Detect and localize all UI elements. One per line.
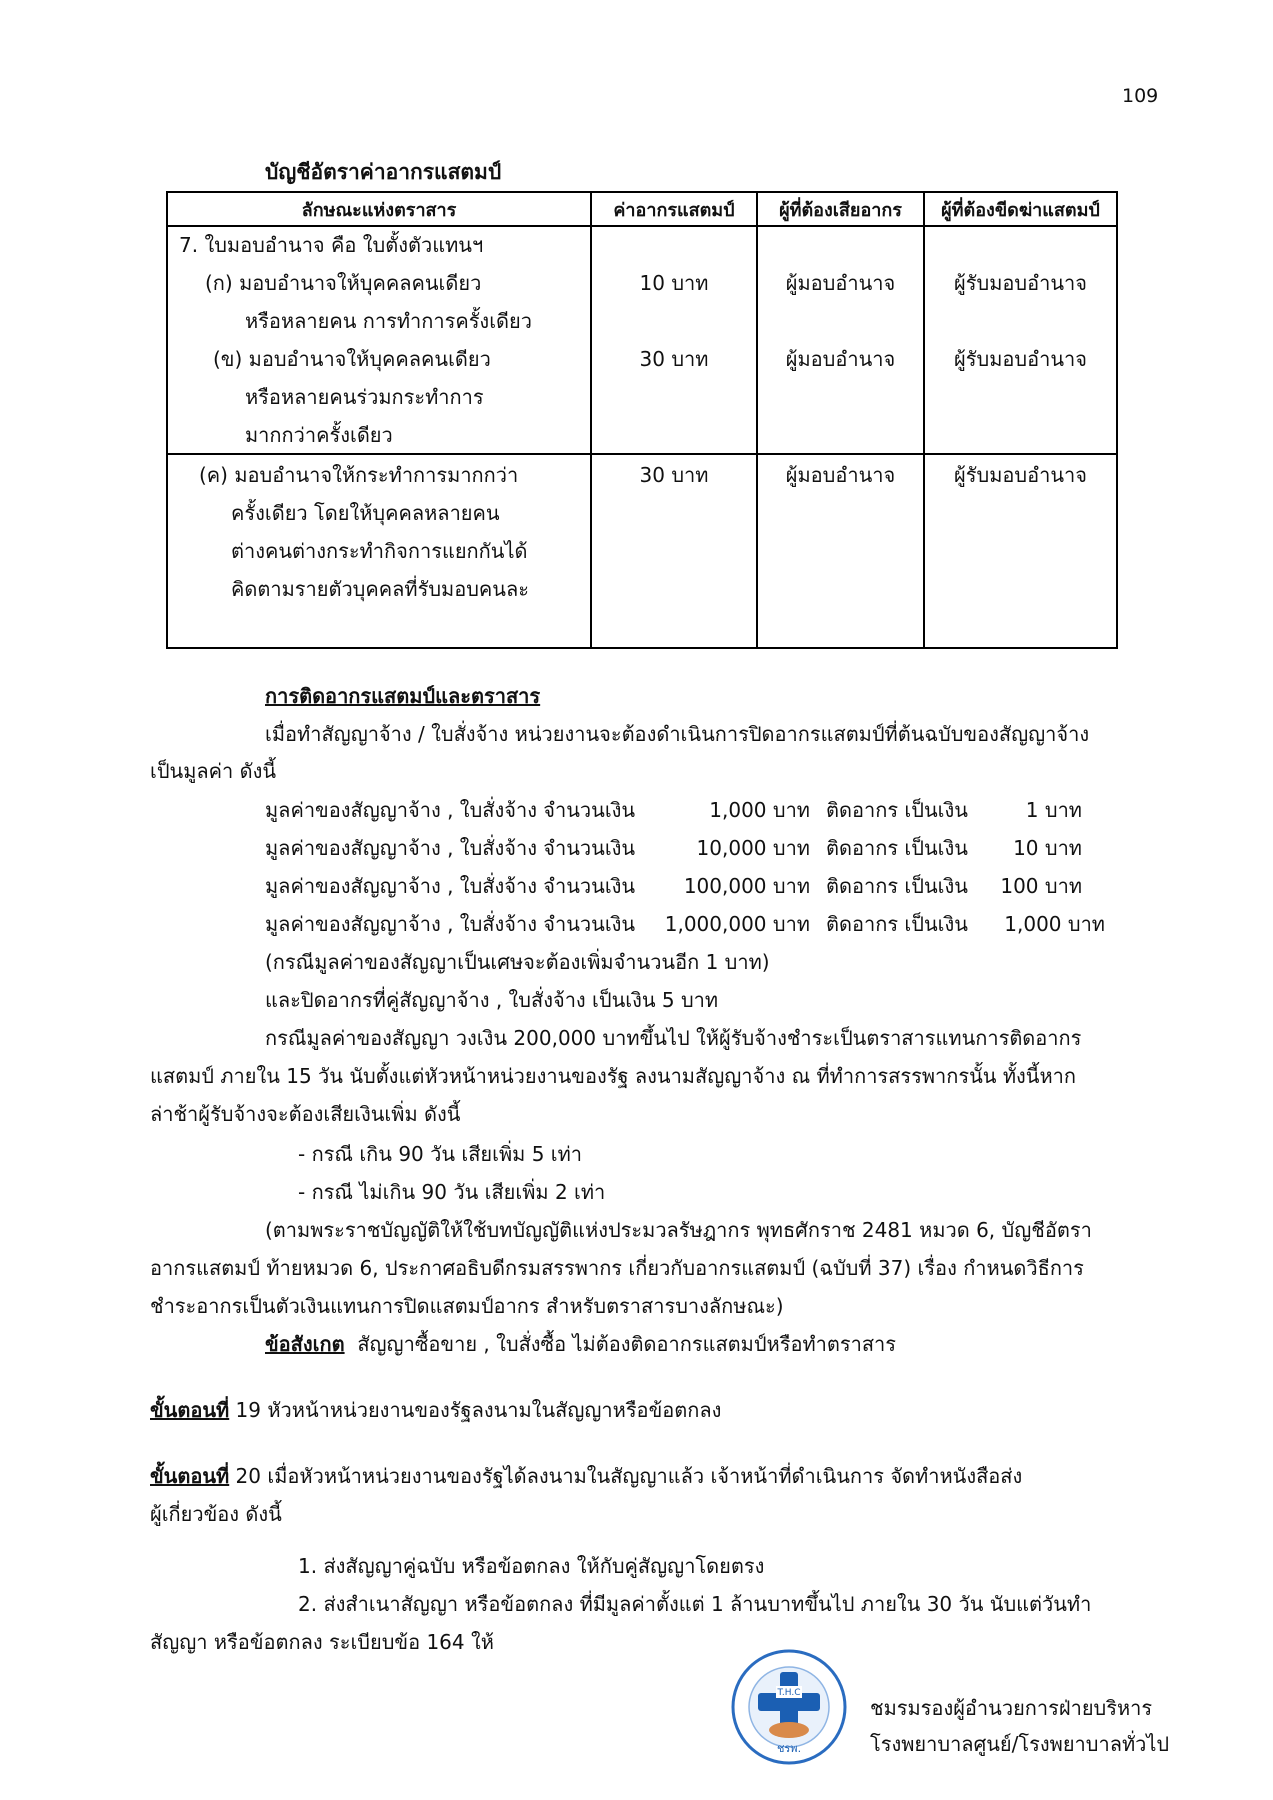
table-header-row (167, 192, 1117, 226)
step-20-line1: 20 เมื่อหัวหน้าหน่วยงานของรัฐได้ลงนามในสัญญาแล้ว เจ้าหน้าที่ดำเนินการ จัดทำหนังสือส่ง (229, 1464, 1023, 1488)
large-contract-line1: กรณีมูลค่าของสัญญา วงเงิน 200,000 บาทขึ้นไป ให้ผู้รับจ้างชำระเป็นตราสารแทนการติดอากร (265, 1026, 1082, 1050)
item-c-line4: คิดตามรายตัวบุคคลที่รับมอบคนละ (231, 577, 529, 601)
item-a-line2: หรือหลายคน การทำการครั้งเดียว (245, 309, 532, 333)
header-instrument: ลักษณะแห่งตราสาร (167, 192, 591, 226)
reference-line3: ชำระอากรเป็นตัวเงินแทนการปิดแสตมป์อากร สำหรับตราสารบางลักษณะ) (150, 1294, 784, 1318)
step-19-label: ขั้นตอนที่ (150, 1398, 230, 1422)
canceller-b: ผู้รับมอบอำนาจ (954, 347, 1087, 371)
instrument-cell (167, 226, 591, 454)
logo-badge: T.H.C (777, 1688, 801, 1698)
payer-a: ผู้มอบอำนาจ (785, 271, 896, 295)
table-title: บัญชีอัตราค่าอากรแสตมป์ (265, 160, 502, 184)
stamp-duty-table (166, 191, 1118, 649)
observation-label: ข้อสังเกต (265, 1332, 345, 1356)
item-c-line1: (ค) มอบอำนาจให้กระทำการมากกว่า (199, 463, 519, 487)
step-20-item2-line1: 2. ส่งสำเนาสัญญา หรือข้อตกลง ที่มีมูลค่าตั้งแต่ 1 ล้านบาทขึ้นไป ภายใน 30 วัน นับแต่วันทำ (298, 1592, 1092, 1616)
payer-c: ผู้มอบอำนาจ (785, 463, 896, 487)
footer-line2: โรงพยาบาลศูนย์/โรงพยาบาลทั่วไป (870, 1732, 1170, 1756)
step-19-text: 19 หัวหน้าหน่วยงานของรัฐลงนามในสัญญาหรือข้อตกลง (229, 1398, 722, 1422)
penalty-item: - กรณี ไม่เกิน 90 วัน เสียเพิ่ม 2 เท่า (298, 1180, 606, 1204)
payer-b: ผู้มอบอำนาจ (785, 347, 896, 371)
step-20-item2-line2: สัญญา หรือข้อตกลง ระเบียบข้อ 164 ให้ (150, 1630, 494, 1654)
intro-line1: เมื่อทำสัญญาจ้าง / ใบสั่งจ้าง หน่วยงานจะต้องดำเนินการปิดอากรแสตมป์ที่ต้นฉบับของสัญญาจ้าง (265, 722, 1090, 746)
fee-a: 10 บาท (639, 271, 709, 295)
rate-stamp: 100 บาท (1000, 874, 1082, 898)
canceller-cell (924, 226, 1117, 454)
header-canceller: ผู้ที่ต้องขีดฆ่าแสตมป์ (924, 192, 1117, 226)
fee-cell (591, 226, 757, 454)
fee-cell (591, 454, 757, 648)
step-19 (150, 1396, 721, 1424)
reference-line1: (ตามพระราชบัญญัติให้ใช้บทบัญญัติแห่งประมวลรัษฎากร พุทธศักราช 2481 หมวด 6, บัญชีอัตรา (265, 1218, 1092, 1242)
rate-stamp-label: ติดอากร เป็นเงิน (826, 836, 968, 860)
footer-line1: ชมรมรองผู้อำนวยการฝ่ายบริหาร (870, 1696, 1153, 1720)
header-payer: ผู้ที่ต้องเสียอากร (757, 192, 924, 226)
header-fee: ค่าอากรแสตมป์ (591, 192, 757, 226)
large-contract-line3: ล่าช้าผู้รับจ้างจะต้องเสียเงินเพิ่ม ดังนี้ (150, 1102, 461, 1126)
intro-line2: เป็นมูลค่า ดังนี้ (150, 759, 277, 783)
payer-cell (757, 454, 924, 648)
rate-amount: 10,000 บาท (696, 836, 810, 860)
penalty-item: - กรณี เกิน 90 วัน เสียเพิ่ม 5 เท่า (298, 1142, 583, 1166)
fraction-note: (กรณีมูลค่าของสัญญาเป็นเศษจะต้องเพิ่มจำนวนอีก 1 บาท) (265, 950, 770, 974)
rate-stamp-label: ติดอากร เป็นเงิน (826, 912, 968, 936)
large-contract-line2: แสตมป์ ภายใน 15 วัน นับตั้งแต่หัวหน้าหน่วยงานของรัฐ ลงนามสัญญาจ้าง ณ ที่ทำการสรรพากรนั้น ทั้งนี้หาก (150, 1064, 1076, 1088)
item-b-line3: มากกว่าครั้งเดียว (245, 423, 393, 447)
copy-note: และปิดอากรที่คู่สัญญาจ้าง , ใบสั่งจ้าง เป็นเงิน 5 บาท (265, 988, 719, 1012)
canceller-cell (924, 454, 1117, 648)
rate-label: มูลค่าของสัญญาจ้าง , ใบสั่งจ้าง จำนวนเงิน (265, 836, 636, 860)
item-b-line1: (ข) มอบอำนาจให้บุคคลคนเดียว (213, 347, 491, 371)
rate-label: มูลค่าของสัญญาจ้าง , ใบสั่งจ้าง จำนวนเงิน (265, 912, 636, 936)
step-20 (150, 1462, 1022, 1490)
step-20-item1: 1. ส่งสัญญาคู่ฉบับ หรือข้อตกลง ให้กับคู่สัญญาโดยตรง (298, 1554, 765, 1578)
step-20-label: ขั้นตอนที่ (150, 1464, 230, 1488)
table-row (167, 454, 1117, 648)
rate-amount: 1,000,000 บาท (664, 912, 810, 936)
item-c-line3: ต่างคนต่างกระทำกิจการแยกกันได้ (231, 539, 528, 563)
rate-stamp: 10 บาท (1013, 836, 1082, 860)
section-heading: การติดอากรแสตมป์และตราสาร (265, 684, 541, 708)
item-a-line1: (ก) มอบอำนาจให้บุคคลคนเดียว (205, 271, 482, 295)
item-b-line2: หรือหลายคนร่วมกระทำการ (245, 385, 484, 409)
table-row (167, 226, 1117, 454)
step-20-line2: ผู้เกี่ยวข้อง ดังนี้ (150, 1502, 282, 1526)
observation-note (265, 1330, 896, 1358)
observation-text: สัญญาซื้อขาย , ใบสั่งซื้อ ไม่ต้องติดอากรแสตมป์หรือทำตราสาร (357, 1332, 897, 1356)
rate-stamp-label: ติดอากร เป็นเงิน (826, 874, 968, 898)
canceller-a: ผู้รับมอบอำนาจ (954, 271, 1087, 295)
page-number: 109 (1122, 85, 1159, 107)
rate-stamp: 1 บาท (1025, 798, 1082, 822)
association-logo-icon (730, 1648, 848, 1766)
rate-label: มูลค่าของสัญญาจ้าง , ใบสั่งจ้าง จำนวนเงิน (265, 798, 636, 822)
rate-amount: 1,000 บาท (709, 798, 810, 822)
association-logo (730, 1648, 848, 1766)
logo-text: ชรพ. (776, 1742, 802, 1755)
rate-amount: 100,000 บาท (683, 874, 810, 898)
rate-stamp: 1,000 บาท (1004, 912, 1105, 936)
reference-line2: อากรแสตมป์ ท้ายหมวด 6, ประกาศอธิบดีกรมสรรพากร เกี่ยวกับอากรแสตมป์ (ฉบับที่ 37) เรื่อง กำหนดวิธีการ (150, 1256, 1084, 1280)
item-heading: 7. ใบมอบอำนาจ คือ ใบตั้งตัวแทนฯ (179, 233, 484, 257)
instrument-cell (167, 454, 591, 648)
rate-label: มูลค่าของสัญญาจ้าง , ใบสั่งจ้าง จำนวนเงิน (265, 874, 636, 898)
payer-cell (757, 226, 924, 454)
rate-stamp-label: ติดอากร เป็นเงิน (826, 798, 968, 822)
canceller-c: ผู้รับมอบอำนาจ (954, 463, 1087, 487)
item-c-line2: ครั้งเดียว โดยให้บุคคลหลายคน (231, 501, 500, 525)
fee-b: 30 บาท (639, 347, 709, 371)
fee-c: 30 บาท (639, 463, 709, 487)
